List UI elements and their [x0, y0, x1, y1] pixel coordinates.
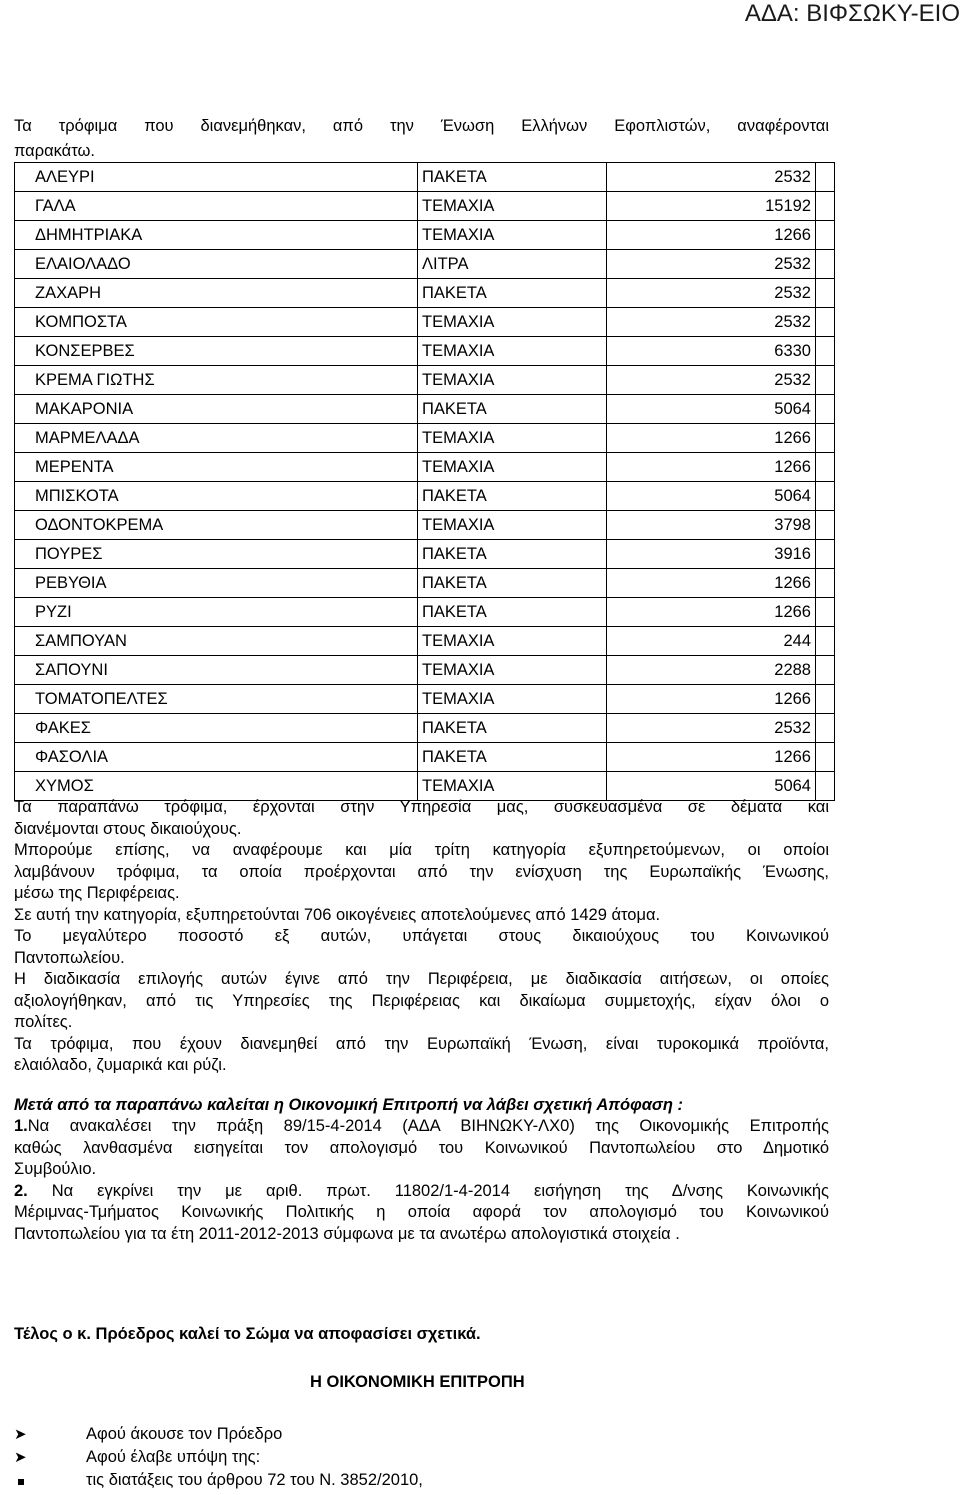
paragraph-6: Τα τρόφιμα, που έχουν διανεμηθεί από την Ευρωπαϊκή Ένωση, είναι τυροκομικά προϊόντα, ελαιόλαδο, ζυμαρικά και ρύζι. [14, 1034, 829, 1074]
item-name-cell: ΓΑΛΑ [15, 192, 418, 221]
item-unit-cell: ΠΑΚΕΤΑ [418, 569, 607, 598]
item-quantity-cell: 15192 [607, 192, 816, 221]
table-edge-cell [816, 685, 835, 714]
paragraph-5: Η διαδικασία επιλογής αυτών έγινε από την Περιφέρεια, με διαδικασία αιτήσεων, οι οποίες αξιολογήθηκαν, από τις Υπηρεσίες της Περιφέρειας και δικαίωμα συμμετοχής, είχαν όλοι ο πολίτες. [14, 970, 829, 1031]
body-text [14, 797, 829, 1245]
item-name-cell: ΡΕΒΥΘΙΑ [15, 569, 418, 598]
item-unit-cell: ΤΕΜΑΧΙΑ [418, 337, 607, 366]
table-edge-cell [816, 192, 835, 221]
table-edge-cell [816, 424, 835, 453]
table-row [15, 337, 835, 366]
item-quantity-cell: 244 [607, 627, 816, 656]
item-unit-cell: ΠΑΚΕΤΑ [418, 598, 607, 627]
table-row [15, 221, 835, 250]
item-quantity-cell: 2532 [607, 714, 816, 743]
item-name-cell: ΤΟΜΑΤΟΠΕΛΤΕΣ [15, 685, 418, 714]
table-edge-cell [816, 743, 835, 772]
item-quantity-cell: 2532 [607, 308, 816, 337]
table-row [15, 395, 835, 424]
paragraph-2: Μπορούμε επίσης, να αναφέρουμε και μία τρίτη κατηγορία εξυπηρετούμενων, οι οποίοι λαμβάνουν τρόφιμα, τα οποία προέρχονται από την ενίσχυση της Ευρωπαϊκής Ένωσης, μέσω της Περιφέρειας. [14, 841, 829, 902]
item-unit-cell: ΠΑΚΕΤΑ [418, 743, 607, 772]
table-row [15, 598, 835, 627]
table-edge-cell [816, 627, 835, 656]
item-name-cell: ΦΑΣΟΛΙΑ [15, 743, 418, 772]
item-name-cell: ΟΔΟΝΤΟΚΡΕΜΑ [15, 511, 418, 540]
decision-item-number: 1. [14, 1117, 28, 1135]
committee-title: Η ΟΙΚΟΝΟΜΙΚΗ ΕΠΙΤΡΟΠΗ [310, 1373, 525, 1391]
item-name-cell: ΜΑΚΑΡΟΝΙΑ [15, 395, 418, 424]
item-unit-cell: ΠΑΚΕΤΑ [418, 482, 607, 511]
bullet-item: ➤ Αφού άκουσε τον Πρόεδρο [14, 1423, 423, 1446]
item-quantity-cell: 2532 [607, 250, 816, 279]
item-unit-cell: ΤΕΜΑΧΙΑ [418, 772, 607, 801]
table-row [15, 424, 835, 453]
table-edge-cell [816, 482, 835, 511]
item-quantity-cell: 1266 [607, 453, 816, 482]
table-edge-cell [816, 163, 835, 192]
table-row [15, 656, 835, 685]
table-edge-cell [816, 714, 835, 743]
table-edge-cell [816, 279, 835, 308]
item-name-cell: ΚΟΝΣΕΡΒΕΣ [15, 337, 418, 366]
item-quantity-cell: 6330 [607, 337, 816, 366]
table-edge-cell [816, 453, 835, 482]
food-items-table [14, 162, 835, 801]
item-name-cell: ΣΑΠΟΥΝΙ [15, 656, 418, 685]
item-quantity-cell: 5064 [607, 395, 816, 424]
intro-line: Τα τρόφιμα που διανεμήθηκαν, από την Ένωση Ελλήνων Εφοπλιστών, αναφέρονται [14, 117, 829, 135]
decision-item-2: 2. Να εγκρίνει την με αριθ. πρωτ. 11802/1-4-2014 εισήγηση της Δ/νσης Κοινωνικής Μέριμνας-Τμήματος Κοινωνικής Πολιτικής η οποία αφορά τον απολογισμό του Κοινωνικού Παντοπωλείου για τα έτη 2011-2012-2013 σύμφωνα με τα ανωτέρω απολογιστικά στοιχεία . [14, 1181, 829, 1243]
item-name-cell: ΦΑΚΕΣ [15, 714, 418, 743]
item-unit-cell: ΠΑΚΕΤΑ [418, 540, 607, 569]
item-name-cell: ΖΑΧΑΡΗ [15, 279, 418, 308]
bullet-list [14, 1423, 423, 1492]
item-unit-cell: ΠΑΚΕΤΑ [418, 714, 607, 743]
item-unit-cell: ΤΕΜΑΧΙΑ [418, 511, 607, 540]
item-quantity-cell: 1266 [607, 598, 816, 627]
decision-heading: Μετά από τα παραπάνω καλείται η Οικονομική Επιτροπή να λάβει σχετική Απόφαση : [14, 1095, 684, 1114]
table-row [15, 366, 835, 395]
closing-statement: Τέλος ο κ. Πρόεδρος καλεί το Σώμα να αποφασίσει σχετικά. [14, 1325, 481, 1343]
table-edge-cell [816, 540, 835, 569]
table-row [15, 569, 835, 598]
item-quantity-cell: 2288 [607, 656, 816, 685]
item-name-cell: ΚΟΜΠΟΣΤΑ [15, 308, 418, 337]
item-quantity-cell: 2532 [607, 279, 816, 308]
table-row [15, 685, 835, 714]
item-quantity-cell: 1266 [607, 569, 816, 598]
paragraph-1: Τα παραπάνω τρόφιμα, έρχονται στην Υπηρεσία μας, συσκευασμένα σε δέματα και διανέμονται στους δικαιούχους. [14, 798, 829, 838]
table-row [15, 540, 835, 569]
item-unit-cell: ΠΑΚΕΤΑ [418, 163, 607, 192]
table-row [15, 279, 835, 308]
item-name-cell: ΣΑΜΠΟΥΑΝ [15, 627, 418, 656]
item-quantity-cell: 1266 [607, 424, 816, 453]
table-row [15, 250, 835, 279]
item-quantity-cell: 3798 [607, 511, 816, 540]
table-row [15, 714, 835, 743]
item-quantity-cell: 1266 [607, 685, 816, 714]
paragraph-4: Το μεγαλύτερο ποσοστό εξ αυτών, υπάγεται στους δικαιούχους του Κοινωνικού Παντοπωλείου. [14, 927, 829, 967]
decision-item-number: 2. [14, 1181, 28, 1200]
item-unit-cell: ΤΕΜΑΧΙΑ [418, 453, 607, 482]
table-row [15, 163, 835, 192]
table-edge-cell [816, 250, 835, 279]
table-edge-cell [816, 511, 835, 540]
table-row [15, 482, 835, 511]
item-unit-cell: ΠΑΚΕΤΑ [418, 279, 607, 308]
item-quantity-cell: 1266 [607, 743, 816, 772]
item-quantity-cell: 1266 [607, 221, 816, 250]
table-edge-cell [816, 656, 835, 685]
item-name-cell: ΜΕΡΕΝΤΑ [15, 453, 418, 482]
square-bullet-icon [14, 1469, 86, 1492]
table-edge-cell [816, 395, 835, 424]
item-unit-cell: ΛΙΤΡΑ [418, 250, 607, 279]
table-row [15, 192, 835, 221]
item-unit-cell: ΤΕΜΑΧΙΑ [418, 308, 607, 337]
item-unit-cell: ΤΕΜΑΧΙΑ [418, 424, 607, 453]
item-unit-cell: ΤΕΜΑΧΙΑ [418, 221, 607, 250]
table-row [15, 453, 835, 482]
table-edge-cell [816, 598, 835, 627]
bullet-item: ➤ Αφού έλαβε υπόψη της: [14, 1446, 423, 1469]
ada-code: ΑΔΑ: ΒΙΦΣΩΚΥ-ΕΙΟ [744, 0, 960, 27]
item-name-cell: ΔΗΜΗΤΡΙΑΚΑ [15, 221, 418, 250]
item-unit-cell: ΤΕΜΑΧΙΑ [418, 685, 607, 714]
decision-item-1: 1.Να ανακαλέσει την πράξη 89/15-4-2014 (ΑΔΑ ΒΙΗΝΩΚΥ-ΛΧ0) της Οικονομικής Επιτροπής καθώς λανθασμένα εισηγείται τον απολογισμό του Κοινωνικού Παντοπωλείου στο Δημοτικό Συμβούλιο. [14, 1117, 829, 1178]
item-unit-cell: ΠΑΚΕΤΑ [418, 395, 607, 424]
table-row [15, 627, 835, 656]
table-edge-cell [816, 569, 835, 598]
paragraph-3: Σε αυτή την κατηγορία, εξυπηρετούνται 706 οικογένειες αποτελούμενες από 1429 άτομα. [14, 905, 661, 924]
table-edge-cell [816, 366, 835, 395]
item-quantity-cell: 2532 [607, 163, 816, 192]
item-unit-cell: ΤΕΜΑΧΙΑ [418, 366, 607, 395]
item-quantity-cell: 5064 [607, 772, 816, 801]
item-quantity-cell: 2532 [607, 366, 816, 395]
item-quantity-cell: 3916 [607, 540, 816, 569]
bullet-item: τις διατάξεις του άρθρου 72 του Ν. 3852/2010, [14, 1469, 423, 1492]
item-unit-cell: ΤΕΜΑΧΙΑ [418, 656, 607, 685]
item-name-cell: ΡΥΖΙ [15, 598, 418, 627]
table-edge-cell [816, 308, 835, 337]
item-name-cell: ΠΟΥΡΕΣ [15, 540, 418, 569]
item-name-cell: ΕΛΑΙΟΛΑΔΟ [15, 250, 418, 279]
item-name-cell: ΜΑΡΜΕΛΑΔΑ [15, 424, 418, 453]
table-row [15, 308, 835, 337]
arrow-bullet-icon: ➤ [14, 1449, 27, 1466]
intro-text [14, 114, 829, 164]
item-unit-cell: ΤΕΜΑΧΙΑ [418, 627, 607, 656]
intro-line: παρακάτω. [14, 142, 95, 160]
item-unit-cell: ΤΕΜΑΧΙΑ [418, 192, 607, 221]
item-name-cell: ΧΥΜΟΣ [15, 772, 418, 801]
item-name-cell: ΑΛΕΥΡΙ [15, 163, 418, 192]
arrow-bullet-icon: ➤ [14, 1426, 27, 1443]
table-edge-cell [816, 337, 835, 366]
item-name-cell: ΜΠΙΣΚΟΤΑ [15, 482, 418, 511]
item-name-cell: ΚΡΕΜΑ ΓΙΩΤΗΣ [15, 366, 418, 395]
table-row [15, 743, 835, 772]
table-edge-cell [816, 221, 835, 250]
item-quantity-cell: 5064 [607, 482, 816, 511]
table-row [15, 511, 835, 540]
